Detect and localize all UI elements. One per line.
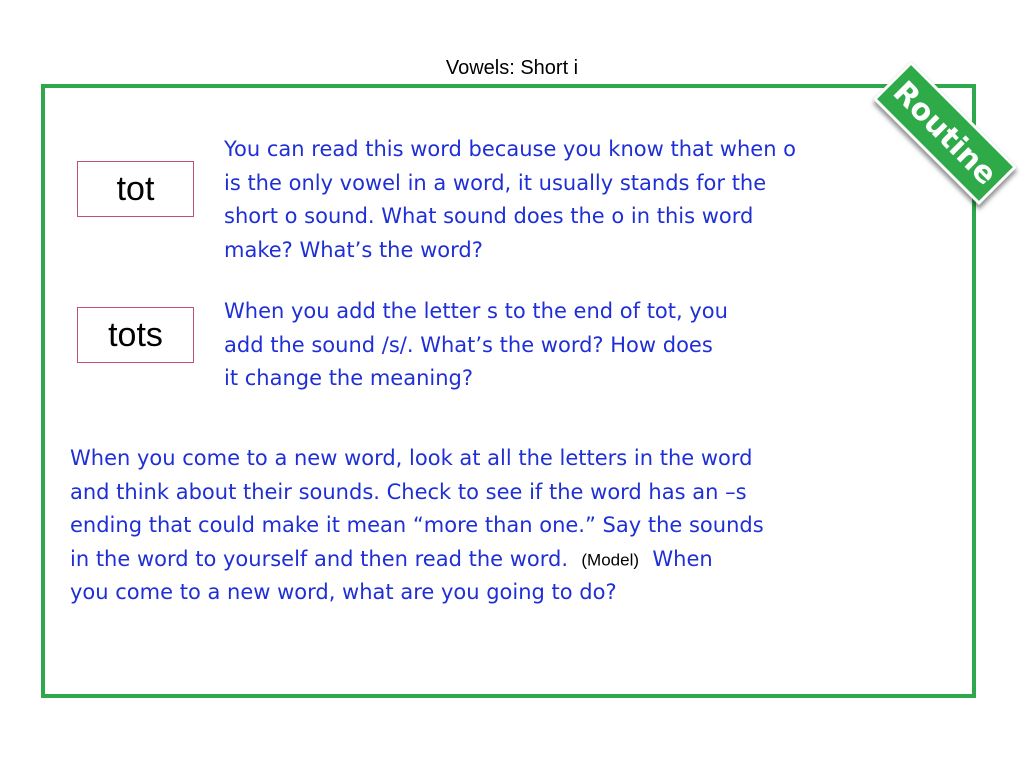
paragraph-line: add the sound /s/. What’s the word? How does <box>224 332 713 357</box>
paragraph-line: make? What’s the word? <box>224 237 483 262</box>
paragraph-routine-instructions <box>70 442 764 610</box>
paragraph-line: When you come to a new word, look at all the letters in the word <box>70 446 753 470</box>
paragraph-short-o <box>224 133 796 267</box>
paragraph-line-text: in the word to yourself and then read the word. <box>70 546 569 571</box>
slide-title: Vowels: Short i <box>445 57 579 79</box>
paragraph-line: When you add the letter s to the end of tot, you <box>224 299 728 323</box>
word-card-tot: tot <box>77 161 194 217</box>
word-card-tots: tots <box>77 307 194 363</box>
model-note: (Model) <box>581 549 640 569</box>
paragraph-line: short o sound. What sound does the o in this word <box>224 204 754 228</box>
paragraph-line-with-note <box>70 543 764 577</box>
paragraph-line: is the only vowel in a word, it usually stands for the <box>224 170 767 195</box>
paragraph-line-tail: When <box>652 546 713 571</box>
paragraph-line: it change the meaning? <box>224 366 474 390</box>
paragraph-line: you come to a new word, what are you going to do? <box>70 580 617 605</box>
routine-badge-label: Routine <box>886 74 1004 192</box>
paragraph-line: and think about their sounds. Check to see if the word has an –s <box>70 479 747 504</box>
paragraph-add-s <box>224 295 728 396</box>
paragraph-line: You can read this word because you know that when o <box>224 137 797 161</box>
paragraph-line: ending that could make it mean “more than one.” Say the sounds <box>70 513 764 537</box>
